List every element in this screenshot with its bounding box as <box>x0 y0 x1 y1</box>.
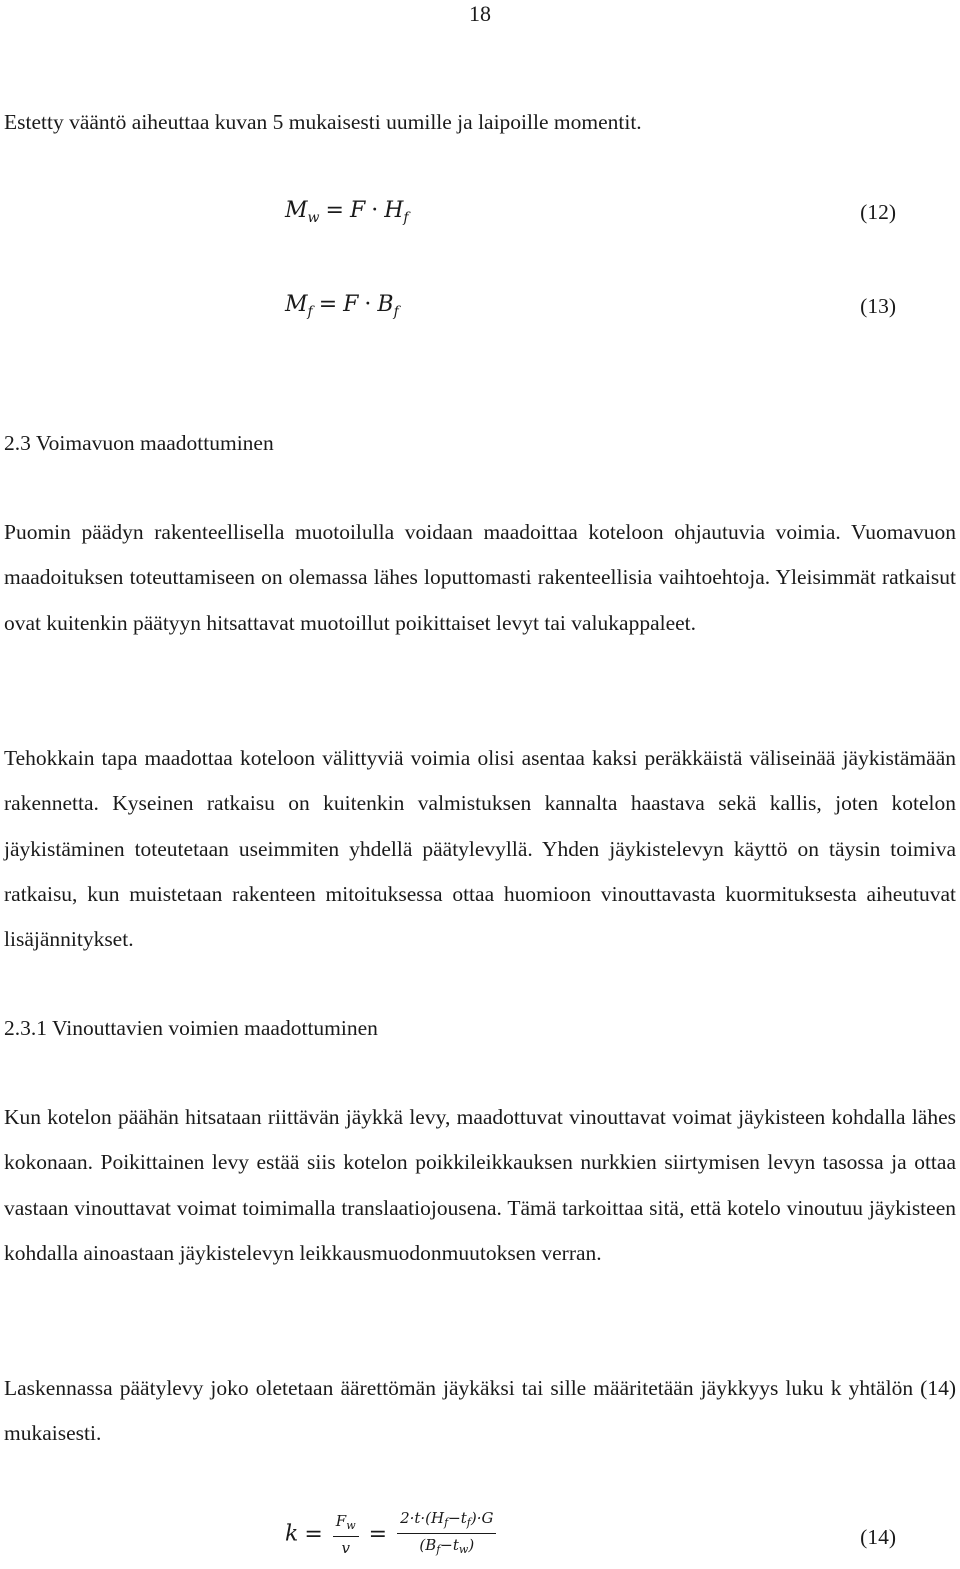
eq12-r: H <box>384 198 404 223</box>
equation-12 <box>285 198 409 226</box>
equation-13 <box>285 292 399 320</box>
eq12-lhs: M <box>285 198 308 223</box>
section-2-3-paragraph-1: Puomin päädyn rakenteellisella muotoilulla voidaan maadoittaa koteloon ohjautuvia voimia. Vuomavuon maadoituksen toteuttamiseen on olemassa lähes loputtomasti rakenteellisia vaihtoehtoja. Yleisimmät ratkaisut ovat kuitenkin päätyyn hitsattavat muotoillut poikittaiset levyt tai valukappaleet. <box>4 520 956 635</box>
eq14-frac2-num-sub1: f <box>444 1516 449 1529</box>
eq14-lhs: k <box>285 1521 299 1547</box>
section-2-3-heading: 2.3 Voimavuon maadottuminen <box>4 431 274 455</box>
eq14-frac2-denominator <box>397 1534 496 1561</box>
section-2-3-1-paragraph-1: Kun kotelon päähän hitsataan riittävän jäykkä levy, maadottuvat vinouttavat voimat jäykisteen kohdalla lähes kokonaan. Poikittainen levy estää siis kotelon poikkileikkauksen nurkkien siirtymisen levyn tasossa ja ottaa vastaan vinouttavat voimat toimimalla translaatiojousena. Tämä tarkoittaa sitä, että kotelo vinoutuu jäykisteen kohdalla ainoastaan jäykistelevyn leikkausmuodonmuutoksen verran. <box>4 1105 956 1265</box>
eq13-op: = <box>318 292 338 317</box>
eq14-frac1-num-text: F <box>335 1511 347 1530</box>
eq13-f: F <box>343 292 359 317</box>
eq14-frac2-num-c: )·G <box>470 1509 494 1527</box>
equation-13-number: (13) <box>860 294 896 318</box>
eq12-r-sub: f <box>403 210 409 226</box>
equation-12-number: (12) <box>860 200 896 224</box>
eq12-lhs-sub: w <box>307 210 320 226</box>
intro-sentence: Estetty vääntö aiheuttaa kuvan 5 mukaisesti uumille ja laipoille momentit. <box>4 110 642 134</box>
eq14-op2: = <box>368 1521 388 1547</box>
eq14-frac1-num-sub: w <box>346 1518 356 1532</box>
eq12-f: F <box>349 198 366 223</box>
eq14-frac1-numerator <box>333 1511 359 1537</box>
page-number: 18 <box>469 1 491 26</box>
eq13-lhs-sub: f <box>307 304 313 320</box>
eq14-fraction-2 <box>397 1508 496 1561</box>
eq12-dot: · <box>371 198 379 223</box>
eq14-frac2-den-sub2: w <box>458 1543 469 1556</box>
eq12-op: = <box>325 198 344 223</box>
eq14-frac1-denominator: v <box>341 1538 350 1557</box>
eq14-frac2-den-a: (B <box>419 1536 437 1554</box>
section-2-3-1-heading: 2.3.1 Vinouttavien voimien maadottuminen <box>4 1016 378 1040</box>
eq14-op1: = <box>304 1521 323 1547</box>
eq14-frac2-num-a: 2·t·(H <box>400 1509 445 1527</box>
eq14-frac2-den-c: ) <box>468 1536 475 1554</box>
eq14-frac2-num-sub2: f <box>466 1516 471 1529</box>
eq13-r-sub: f <box>393 304 399 320</box>
eq14-fraction-1 <box>333 1511 359 1559</box>
equation-14-number: (14) <box>860 1525 896 1549</box>
equation-14 <box>285 1508 500 1561</box>
eq13-r: B <box>377 292 394 317</box>
eq14-frac2-den-b: −t <box>440 1536 459 1554</box>
eq14-frac2-numerator <box>397 1508 496 1534</box>
eq13-dot: · <box>364 292 372 317</box>
section-2-3-paragraph-2: Tehokkain tapa maadottaa koteloon välittyviä voimia olisi asentaa kaksi peräkkäistä väliseinää jäykistämään rakennetta. Kyseinen ratkaisu on kuitenkin valmistuksen kannalta haastava sekä kallis, joten kotelon jäykistäminen toteutetaan useimmiten yhdellä päätylevyllä. Yhden jäykistelevyn käyttö on täysin toimiva ratkaisu, kun muistetaan rakenteen mitoituksessa ottaa huomioon vinouttavasta kuormituksesta aiheutuvat lisäjännitykset. <box>4 746 956 952</box>
eq14-frac2-den-sub1: f <box>436 1543 441 1556</box>
eq13-lhs: M <box>285 292 308 317</box>
section-2-3-1-paragraph-2: Laskennassa päätylevy joko oletetaan äärettömän jäykäksi tai sille määritetään jäykkyys luku k yhtälön (14) mukaisesti. <box>4 1376 956 1446</box>
eq14-frac2-num-b: −t <box>448 1509 467 1527</box>
